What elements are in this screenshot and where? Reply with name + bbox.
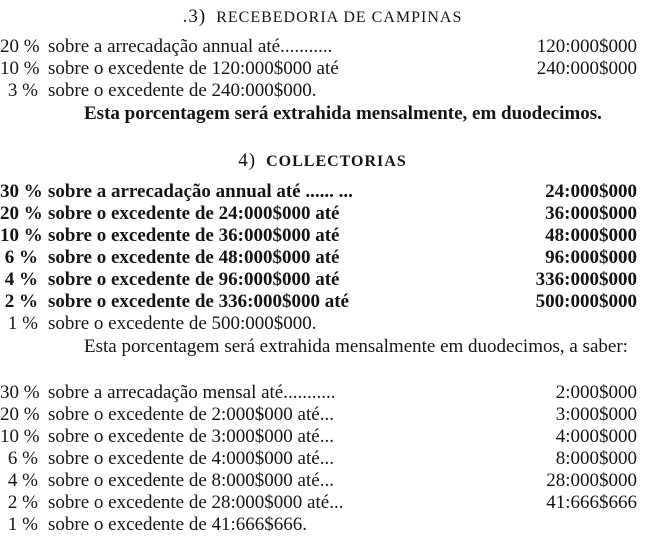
section-3-title: RECEBEDORIA DE CAMPINAS [216, 9, 463, 26]
table-row [0, 382, 645, 404]
percent-cell: 10 % [0, 225, 43, 246]
percent-cell: 4 % [7, 470, 38, 491]
percent-cell: 1 % [7, 313, 38, 334]
table-row [0, 203, 645, 225]
amount-cell: 96:000$000 [545, 247, 637, 268]
amount-cell: 4:000$000 [555, 426, 637, 447]
table-row [0, 514, 645, 536]
percent-cell: 20 % [0, 203, 43, 224]
percent-cell: 1 % [7, 514, 38, 535]
amount-cell: 41:666$666 [546, 492, 637, 513]
description-cell: sobre a arrecadação annual até........... [48, 36, 333, 57]
section-4-note: Esta porcentagem será extrahida mensalmente em duodecimos, a saber: [84, 336, 628, 357]
table-row [0, 36, 645, 58]
section-4-heading [0, 150, 645, 172]
description-cell: sobre a arrecadação annual até ...... ... [48, 181, 353, 202]
amount-cell: 336:000$000 [535, 269, 637, 290]
description-cell: sobre o excedente de 120:000$000 até [48, 58, 339, 79]
table-row [0, 492, 645, 514]
table-row [0, 80, 645, 102]
section-3-number: .3) [182, 6, 207, 27]
table-row [0, 404, 645, 426]
description-cell: sobre o excedente de 96:000$000 até [48, 269, 340, 290]
table-row [0, 225, 645, 247]
description-cell: sobre o excedente de 8:000$000 até... [48, 470, 334, 491]
description-cell: sobre o excedente de 2:000$000 até... [48, 404, 334, 425]
amount-cell: 24:000$000 [545, 181, 637, 202]
table-row [0, 470, 645, 492]
description-cell: sobre o excedente de 240:000$000. [48, 80, 317, 101]
percent-cell: 4 % [4, 269, 38, 290]
description-cell: sobre o excedente de 4:000$000 até... [48, 448, 334, 469]
amount-cell: 2:000$000 [555, 382, 637, 403]
amount-cell: 36:000$000 [545, 203, 637, 224]
description-cell: sobre o excedente de 500:000$000. [48, 313, 317, 334]
section-3-note: Esta porcentagem será extrahida mensalmente, em duodecimos. [84, 103, 602, 124]
percent-cell: 20 % [0, 36, 40, 57]
percent-cell: 20 % [0, 404, 40, 425]
percent-cell: 6 % [7, 448, 38, 469]
description-cell: sobre o excedente de 24:000$000 até [48, 203, 340, 224]
amount-cell: 8:000$000 [555, 448, 637, 469]
amount-cell: 28:000$000 [546, 470, 637, 491]
percent-cell: 2 % [4, 291, 38, 312]
section-3-heading [0, 6, 645, 28]
table-row [0, 448, 645, 470]
percent-cell: 10 % [0, 426, 40, 447]
table-row [0, 247, 645, 269]
percent-cell: 6 % [4, 247, 38, 268]
amount-cell: 48:000$000 [545, 225, 637, 246]
description-cell: sobre o excedente de 36:000$000 até [48, 225, 340, 246]
amount-cell: 500:000$000 [535, 291, 637, 312]
description-cell: sobre o excedente de 28:000$000 até... [48, 492, 344, 513]
amount-cell: 240:000$000 [536, 58, 637, 79]
percent-cell: 30 % [0, 181, 43, 202]
percent-cell: 30 % [0, 382, 40, 403]
description-cell: sobre a arrecadação mensal até........... [48, 382, 336, 403]
table-row [0, 58, 645, 80]
table-row [0, 269, 645, 291]
percent-cell: 2 % [7, 492, 38, 513]
description-cell: sobre o excedente de 41:666$666. [48, 514, 308, 535]
description-cell: sobre o excedente de 336:000$000 até [48, 291, 349, 312]
description-cell: sobre o excedente de 48:000$000 até [48, 247, 340, 268]
description-cell: sobre o excedente de 3:000$000 até... [48, 426, 334, 447]
amount-cell: 120:000$000 [536, 36, 637, 57]
percent-cell: 3 % [7, 80, 38, 101]
amount-cell: 3:000$000 [555, 404, 637, 425]
section-4-title: COLLECTORIAS [266, 153, 407, 170]
table-row [0, 313, 645, 335]
table-row [0, 181, 645, 203]
section-4-number: 4) [238, 150, 257, 171]
table-row [0, 291, 645, 313]
percent-cell: 10 % [0, 58, 40, 79]
table-row [0, 426, 645, 448]
